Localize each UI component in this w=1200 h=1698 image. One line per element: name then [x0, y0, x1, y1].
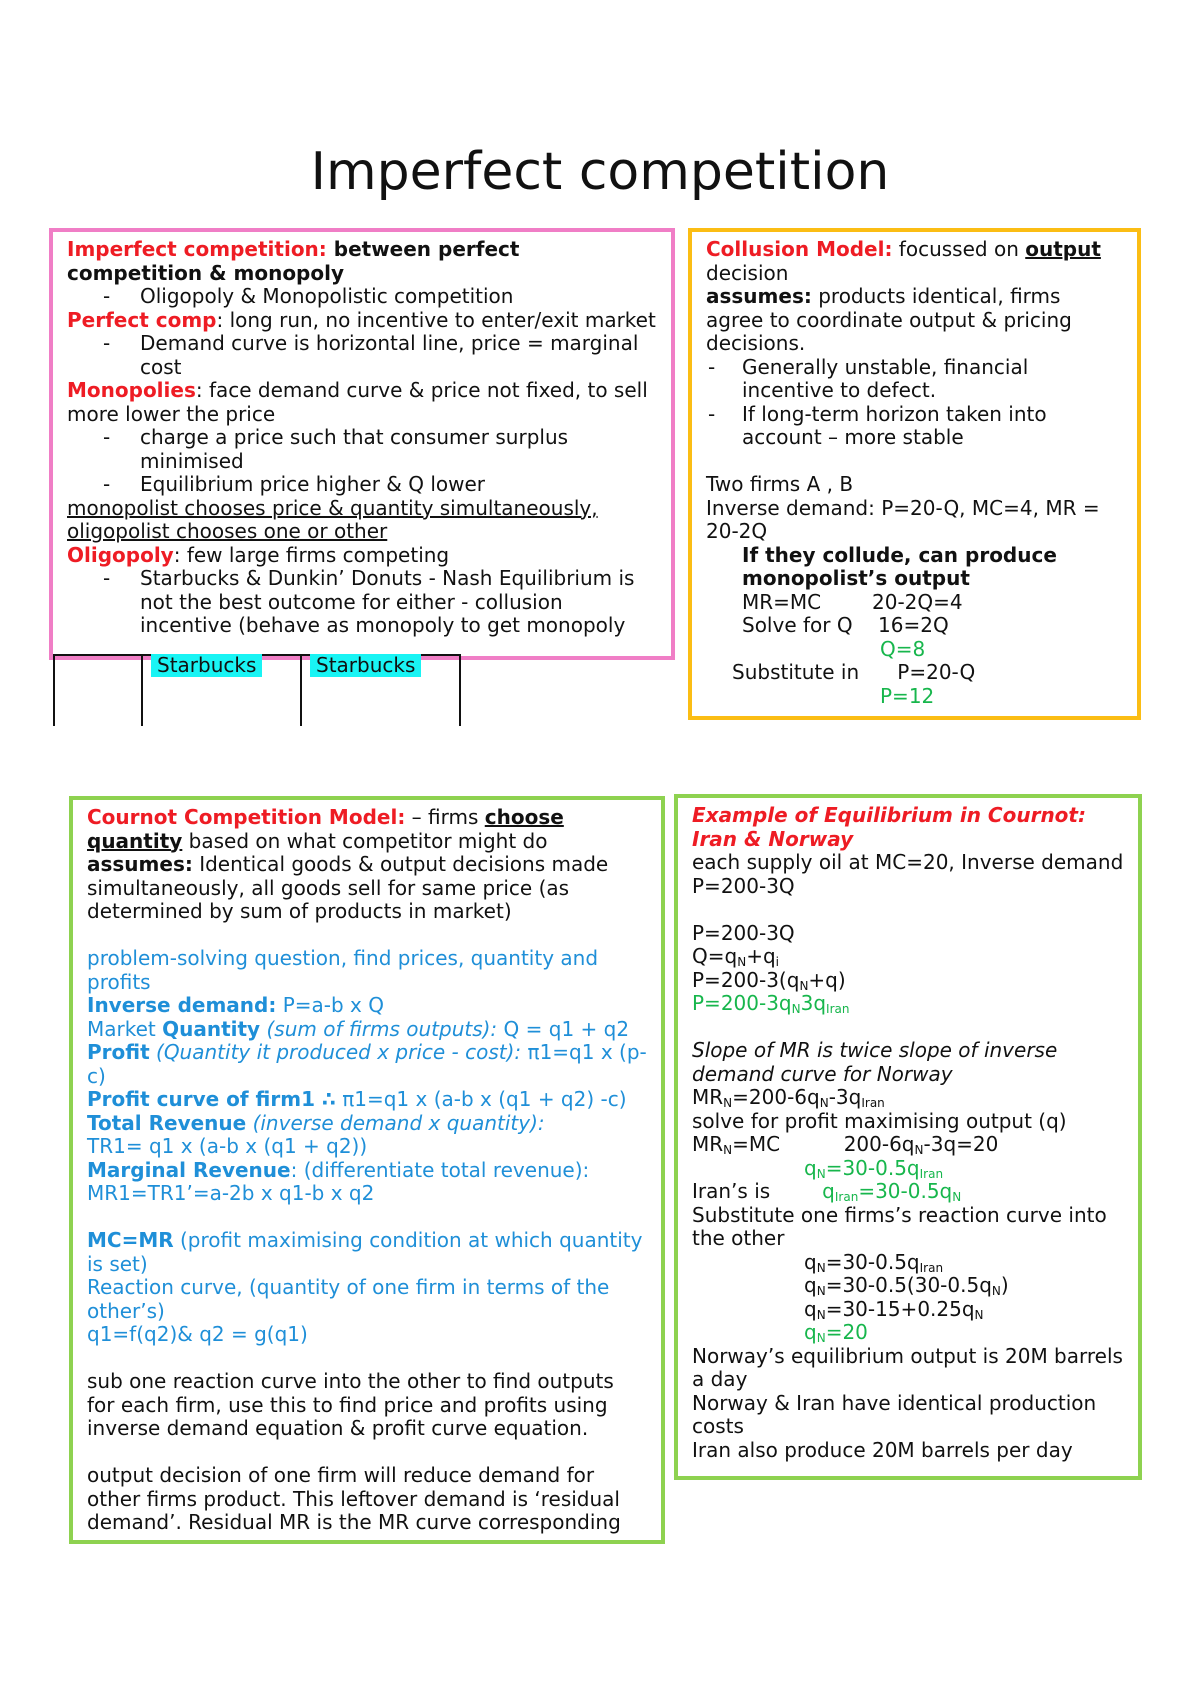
equation: $q_N=30-0.5(30-0.5q_N)$	[804, 1273, 1009, 1298]
bullet-item: - charge a price such that consumer surplus minimised	[67, 426, 657, 473]
reaction-iran: Iran’s is $q_{Iran}=30-0.5q_N$	[692, 1179, 962, 1204]
equation: $Q=q_N+q_i$	[692, 944, 779, 969]
conclusion: Norway’s equilibrium output is 20M barrels a day	[692, 1343, 1123, 1391]
heading-text: – firms	[405, 805, 485, 829]
label: Inverse demand:	[87, 993, 277, 1017]
oligopoly-text: : few large firms competing	[173, 542, 450, 567]
label: Profit curve of firm1 ∴	[87, 1087, 336, 1111]
bullet-item: - Generally unstable, financial incentive to defect.	[706, 356, 1123, 403]
q-result: Q=8	[880, 636, 926, 661]
label: MC=MR	[87, 1228, 174, 1252]
term-monopolies: Monopolies	[67, 378, 196, 402]
bullet-item: - If long-term horizon taken into account – more stable	[706, 403, 1123, 450]
total-revenue	[87, 1112, 647, 1136]
note: (profit maximising condition at which quantity is set)	[87, 1228, 643, 1276]
heading-tail: based on what competitor might do	[182, 828, 548, 853]
perfect-comp-line	[67, 309, 657, 333]
monopolies-text: : face demand curve & price not fixed, to sell more lower the price	[67, 378, 648, 426]
problem-solving-note: problem-solving question, find prices, quantity and profits	[87, 946, 599, 994]
table-column-line	[300, 654, 302, 726]
term-perfect: Perfect comp	[67, 307, 217, 332]
cournot-heading	[87, 806, 647, 853]
equation: $P=200-3q_N3q_{Iran}$	[692, 991, 850, 1016]
formula: Q = q1 + q2	[497, 1016, 630, 1041]
sub-note: sub one reaction curve into the other to find outputs for each firm, use this to find price and profits using inverse demand equation & profit curve equation.	[87, 1369, 614, 1440]
note: (Quantity it produced x price - cost):	[149, 1040, 522, 1064]
inverse-demand	[87, 994, 647, 1018]
equation: $q_N=30-0.5q_{Iran}$	[804, 1249, 944, 1275]
assumes-line	[706, 285, 1123, 356]
mc-equals-mr	[87, 1229, 647, 1276]
p-result: P=12	[880, 683, 935, 708]
heading-underlined: choose quantity	[87, 805, 564, 853]
equation: P=200-3Q	[692, 920, 795, 945]
inverse-demand: Inverse demand: P=20-Q, MC=4, MR = 20-2Q	[706, 495, 1100, 543]
formula: π1=q1 x (a-b x (q1 + q2) -c)	[335, 1087, 627, 1111]
perfect-comp-text: : long run, no incentive to enter/exit market	[216, 307, 656, 332]
note: (inverse demand x quantity):	[246, 1110, 545, 1135]
substitute-line: Substitute in P=20-Q	[732, 660, 976, 684]
table-column-line	[141, 654, 143, 726]
reaction-norway: $q_N=30-0.5q_{Iran}$	[804, 1155, 944, 1181]
mr-equals-mc: MR=MC 20-2Q=4	[742, 589, 963, 614]
assumes-text: products identical, firms agree to coordinate output & pricing decisions.	[706, 284, 1072, 355]
table-cell-starbucks: Starbucks	[310, 654, 421, 677]
bullet-item: - Equilibrium price higher & Q lower	[67, 473, 657, 497]
formula: P=a-b x Q	[276, 993, 384, 1017]
note: : (differentiate total revenue):	[290, 1157, 590, 1182]
label: Total Revenue	[87, 1110, 247, 1135]
assumes-line	[87, 853, 647, 924]
label: Quantity	[162, 1016, 261, 1041]
profit-curve	[87, 1088, 647, 1112]
solve-note: solve for profit maximising output (q)	[692, 1108, 1067, 1133]
collude-note: If they collude, can produce monopolist’s output	[742, 542, 1057, 590]
text: Market	[87, 1016, 163, 1041]
definition-line	[67, 238, 657, 285]
formula: π1=q1 x (p-c)	[87, 1040, 647, 1088]
slope-note: Slope of MR is twice slope of inverse demand curve for Norway	[692, 1038, 1058, 1086]
note: (sum of firms outputs):	[260, 1016, 498, 1041]
table-column-line	[459, 654, 461, 726]
assumes-text: Identical goods & output decisions made simultaneously, all goods sell for same price (as determined by sum of products in market)	[87, 852, 609, 923]
conclusion: Iran also produce 20M barrels per day	[692, 1437, 1073, 1462]
heading-text: focussed on	[892, 237, 1026, 261]
total-revenue-formula: TR1= q1 x (a-b x (q1 + q2))	[87, 1134, 368, 1158]
heading-tail: decision	[706, 260, 789, 285]
label: Marginal Revenue	[87, 1157, 291, 1182]
table-column-line	[53, 654, 55, 726]
underlined-note: monopolist chooses price & quantity simultaneously, oligopolist chooses one or other	[67, 495, 598, 543]
table-cell-starbucks: Starbucks	[151, 654, 262, 677]
marginal-revenue-formula: MR1=TR1’=a-2b x q1-b x q2	[87, 1181, 375, 1205]
marginal-revenue	[87, 1159, 647, 1183]
residual-note: output decision of one firm will reduce demand for other firms product. This leftover demand is ‘residual demand’. Residual MR is the MR curve corresponding	[87, 1463, 621, 1534]
equation: $MR_N=200-6q_N-3q_{Iran}$	[692, 1085, 885, 1110]
collusion-model-box	[688, 228, 1141, 720]
market-quantity	[87, 1018, 647, 1042]
page-title: Imperfect competition	[310, 142, 890, 202]
cournot-model-box	[69, 796, 665, 1544]
bullet-item: - Oligopoly & Monopolistic competition	[67, 285, 657, 309]
bullet-item: - Starbucks & Dunkin’ Donuts - Nash Equilibrium is not the best outcome for either - collusion incentive (behave as monopoly to get monopoly	[67, 567, 657, 638]
term-oligopoly: Oligopoly	[67, 542, 174, 567]
example-intro: each supply oil at MC=20, Inverse demand P=200-3Q	[692, 850, 1124, 898]
definition-text: between perfect competition & monopoly	[67, 237, 520, 285]
reaction-curve: Reaction curve, (quantity of one firm in terms of the other’s)	[87, 1275, 610, 1323]
solve-q: Solve for Q 16=2Q	[742, 613, 949, 637]
equation: $q_N=30-15+0.25q_N$	[804, 1296, 984, 1322]
assumes-label: assumes:	[87, 852, 193, 876]
conclusion: Norway & Iran have identical production costs	[692, 1390, 1097, 1438]
equation: $P=200-3(q_N+q)$	[692, 967, 846, 993]
assumes-label: assumes:	[706, 284, 812, 308]
monopolies-line	[67, 379, 657, 426]
equation-result: $q_N=20$	[804, 1320, 868, 1345]
term-collusion: Collusion Model:	[706, 237, 893, 261]
collusion-heading	[706, 238, 1123, 285]
profit	[87, 1041, 647, 1088]
bullet-item: - Demand curve is horizontal line, price = marginal cost	[67, 332, 657, 379]
oligopoly-line	[67, 544, 657, 568]
heading-underlined: output	[1025, 237, 1101, 261]
imperfect-competition-box	[49, 228, 675, 660]
label: Profit	[87, 1040, 150, 1064]
two-firms: Two firms A , B	[706, 472, 854, 496]
equation: $MR_N=MC$ $200-6q_N-3q=20$	[692, 1132, 999, 1157]
term-cournot: Cournot Competition Model:	[87, 805, 406, 829]
term-imperfect: Imperfect competition:	[67, 237, 327, 261]
cournot-example-box	[674, 794, 1142, 1480]
substitute-note: Substitute one firms’s reaction curve into the other	[692, 1202, 1107, 1250]
reaction-curve-formula: q1=f(q2)& q2 = g(q1)	[87, 1322, 308, 1346]
example-heading: Example of Equilibrium in Cournot: Iran & Norway	[692, 803, 1086, 851]
